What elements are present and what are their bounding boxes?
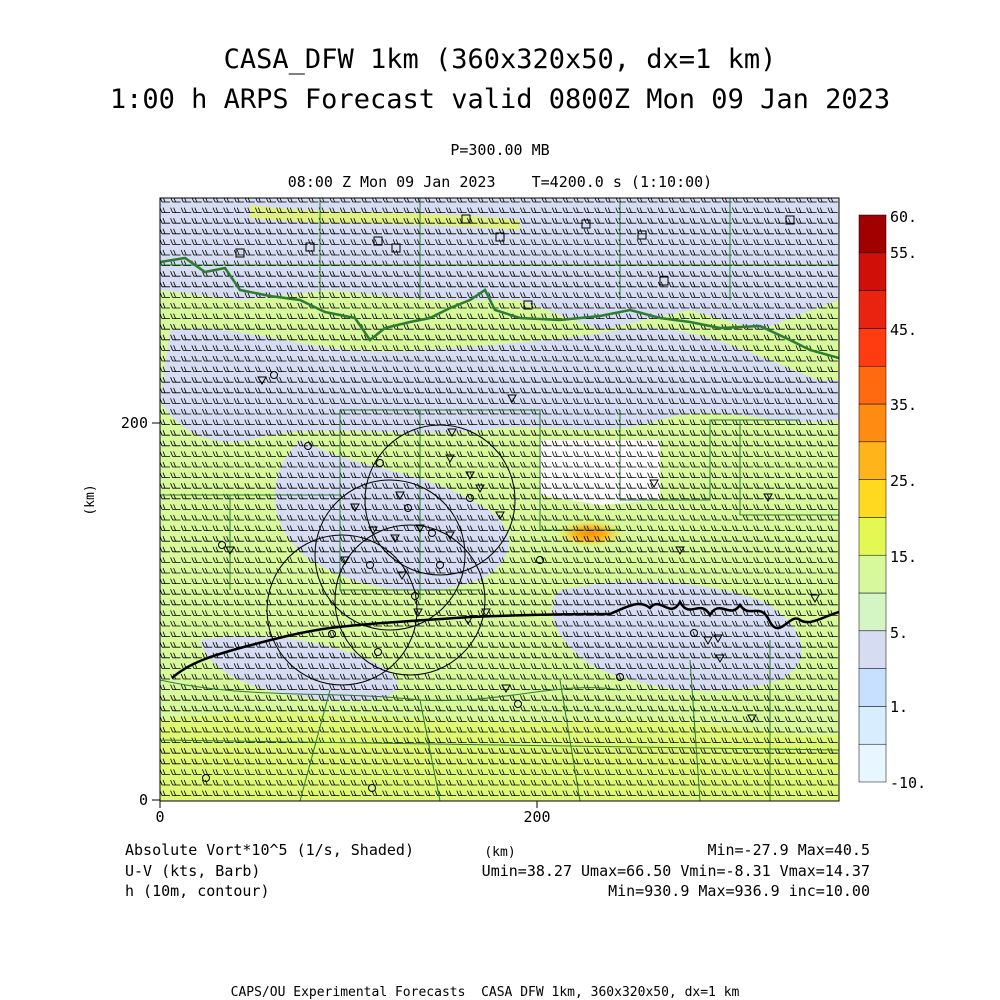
colorbar-bin: [859, 442, 886, 480]
y-tick-label-0: 0: [138, 791, 148, 809]
colorbar-bin: [859, 215, 886, 253]
colorbar-label: 1.: [890, 698, 909, 716]
y-tick-label-200: 200: [120, 414, 148, 432]
x-axis-label: (km): [484, 845, 516, 860]
colorbar-label: 45.: [890, 321, 918, 339]
height-stats: Min=930.9 Max=936.9 inc=10.00: [608, 882, 870, 900]
legend-wind: U-V (kts, Barb): [125, 862, 261, 880]
colorbar-label: -10.: [890, 774, 927, 792]
colorbar-bin: [859, 517, 886, 555]
colorbar: [859, 215, 886, 782]
colorbar-bin: [859, 593, 886, 631]
colorbar-bin: [859, 706, 886, 744]
x-tick-label-0: 0: [155, 808, 165, 826]
colorbar-labels: [890, 208, 926, 792]
colorbar-bin: [859, 631, 886, 669]
wind-stats: Umin=38.27 Umax=66.50 Vmin=-8.31 Vmax=14.37: [481, 862, 870, 880]
field-region-minimum: [540, 440, 660, 505]
pressure-level: P=300.00 MB: [450, 141, 550, 159]
legend-height: h (10m, contour): [125, 882, 270, 900]
colorbar-bin: [859, 555, 886, 593]
vorticity-stats: Min=-27.9 Max=40.5: [707, 841, 870, 859]
colorbar-bin: [859, 744, 886, 782]
colorbar-label: 60.: [890, 208, 918, 226]
y-axis-label: (km): [83, 484, 98, 516]
valid-time: 08:00 Z Mon 09 Jan 2023 T=4200.0 s (1:10:00): [287, 173, 713, 191]
chart-title-line2: 1:00 h ARPS Forecast valid 0800Z Mon 09 Jan 2023: [109, 84, 891, 115]
colorbar-label: 5.: [890, 624, 909, 642]
colorbar-bin: [859, 328, 886, 366]
colorbar-bin: [859, 669, 886, 707]
vorticity-maximum: [554, 519, 626, 547]
colorbar-bin: [859, 366, 886, 404]
colorbar-bin: [859, 253, 886, 291]
x-tick-label-200: 200: [523, 808, 551, 826]
colorbar-label: 25.: [890, 472, 918, 490]
colorbar-label: 35.: [890, 396, 918, 414]
colorbar-label: 15.: [890, 548, 918, 566]
colorbar-bin: [859, 404, 886, 442]
credit-line: CAPS/OU Experimental Forecasts CASA DFW 1km, 360x320x50, dx=1 km: [230, 985, 740, 1000]
colorbar-bin: [859, 291, 886, 329]
colorbar-bin: [859, 480, 886, 518]
colorbar-label: 55.: [890, 244, 918, 262]
legend-vorticity: Absolute Vort*10^5 (1/s, Shaded): [125, 841, 414, 859]
chart-title-line1: CASA_DFW 1km (360x320x50, dx=1 km): [223, 44, 777, 75]
